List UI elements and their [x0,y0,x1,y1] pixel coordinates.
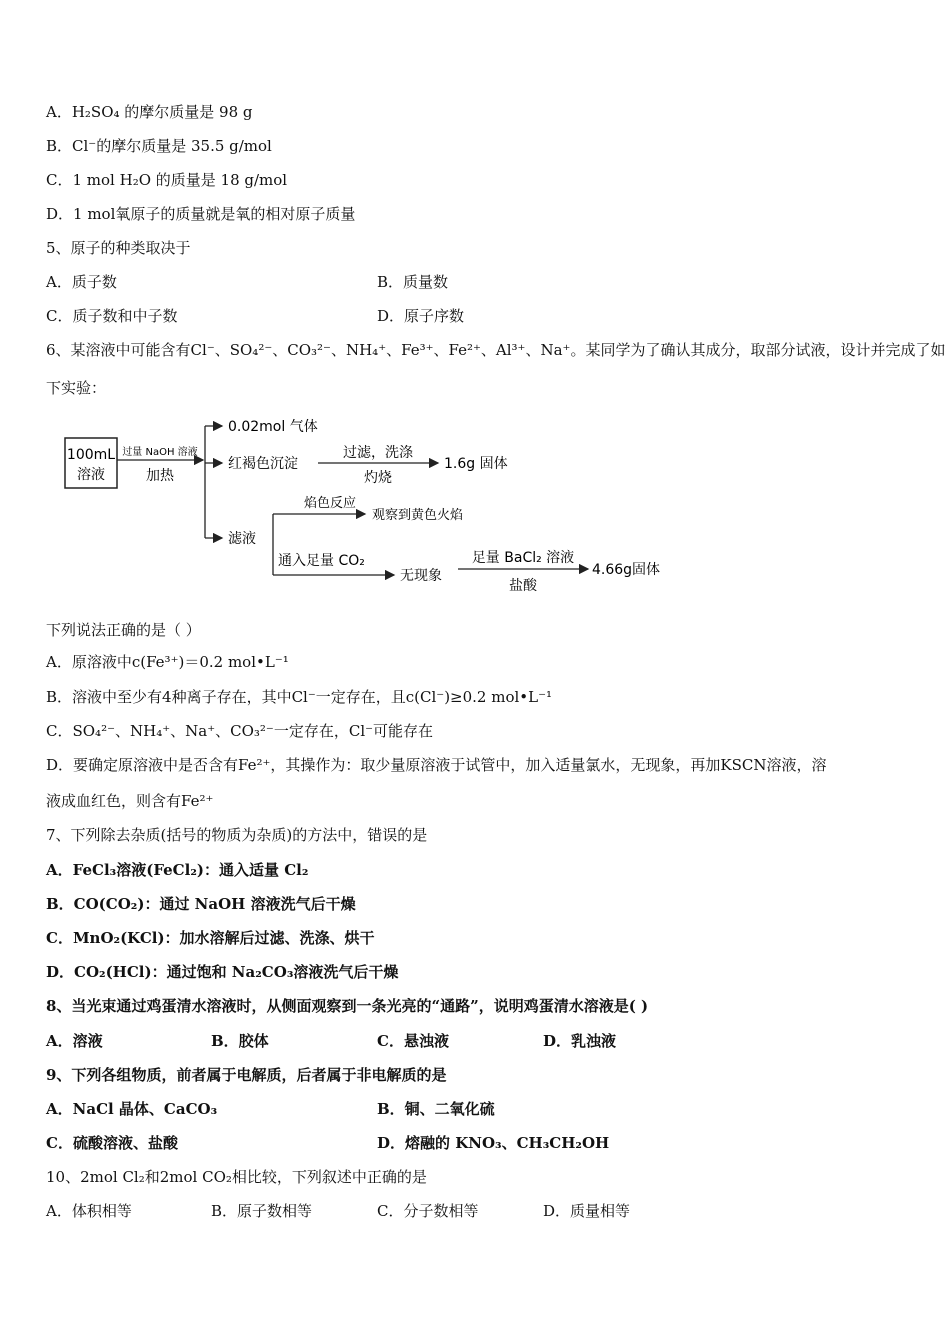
q6-option-b: B．溶液中至少有4种离子存在，其中Cl⁻一定存在，且c(Cl⁻)≥0.2 mol•L⁻¹ [46,688,553,706]
no-change-label: 无现象 [400,568,442,584]
q7-option-b: B．CO(CO₂)：通过 NaOH 溶液洗气后干燥 [46,895,356,913]
q7-option-d: D．CO₂(HCl)：通过饱和 Na₂CO₃溶液洗气后干燥 [46,963,399,981]
hcl-label: 盐酸 [509,578,537,594]
q7-option-a: A．FeCl₃溶液(FeCl₂)：通入适量 Cl₂ [46,861,309,879]
q5-option-b: B．质量数 [377,273,449,291]
q6-flow-diagram [60,408,700,608]
q10-stem: 10、2mol Cl₂和2mol CO₂相比较，下列叙述中正确的是 [46,1168,427,1186]
q4-option-c: C．1 mol H₂O 的质量是 18 g/mol [46,171,288,189]
q6-option-d-line2: 液成血红色，则含有Fe²⁺ [46,792,214,810]
q5-stem: 5、原子的种类取决于 [46,239,191,257]
precipitate-label: 红褐色沉淀 [228,456,298,472]
q8-option-d: D．乳浊液 [543,1032,617,1050]
heat-label: 加热 [146,468,174,484]
flame-result-label: 观察到黄色火焰 [372,508,464,523]
q7-stem: 7、下列除去杂质(括号的物质为杂质)的方法中，错误的是 [46,826,428,844]
q5-option-d: D．原子序数 [377,307,465,325]
q4-option-d: D．1 mol氧原子的质量就是氧的相对原子质量 [46,205,356,223]
bacl2-label: 足量 BaCl₂ 溶液 [471,550,575,566]
solid2-label: 4.66g固体 [592,562,661,578]
q4-option-b: B．Cl⁻的摩尔质量是 35.5 g/mol [46,137,272,155]
q5-option-a: A．质子数 [46,273,117,291]
q6-option-d-line1: D．要确定原溶液中是否含有Fe²⁺，其操作为：取少量原溶液于试管中，加入适量氯水，无现象，再加KSCN溶液，溶 [46,756,827,774]
q6-option-a: A．原溶液中c(Fe³⁺)＝0.2 mol•L⁻¹ [46,653,289,671]
gas-label: 0.02mol 气体 [228,419,318,435]
q8-option-a: A．溶液 [46,1032,103,1050]
flame-label: 焰色反应 [304,496,357,511]
solid1-label: 1.6g 固体 [444,456,508,472]
q10-option-c: C．分子数相等 [377,1202,479,1220]
q9-option-d: D．熔融的 KNO₃、CH₃CH₂OH [377,1134,610,1152]
q8-option-b: B．胶体 [211,1032,269,1050]
reagent-label: 过量 NaOH 溶液 [122,447,198,458]
start-label-2: 溶液 [77,467,105,483]
q6-stem-line2: 下实验： [46,379,107,397]
filter-label: 过滤，洗涤 [343,445,413,461]
q7-option-c: C．MnO₂(KCl)：加水溶解后过滤、洗涤、烘干 [46,929,375,947]
q4-option-a: A．H₂SO₄ 的摩尔质量是 98 g [46,103,253,121]
filtrate-label: 滤液 [228,531,256,547]
q6-question: 下列说法正确的是（ ） [46,621,201,639]
ignite-label: 灼烧 [364,470,392,486]
co2-label: 通入足量 CO₂ [278,553,365,569]
q9-option-a: A．NaCl 晶体、CaCO₃ [46,1100,218,1118]
q10-option-a: A．体积相等 [46,1202,132,1220]
q5-option-c: C．质子数和中子数 [46,307,178,325]
q6-option-c: C．SO₄²⁻、NH₄⁺、Na⁺、CO₃²⁻一定存在，Cl⁻可能存在 [46,722,434,740]
q10-option-d: D．质量相等 [543,1202,631,1220]
q8-stem: 8、当光束通过鸡蛋清水溶液时，从侧面观察到一条光亮的“通路”，说明鸡蛋清水溶液是( ) [46,997,649,1015]
q9-stem: 9、下列各组物质，前者属于电解质，后者属于非电解质的是 [46,1066,447,1084]
start-label-1: 100mL [66,447,116,463]
q8-option-c: C．悬浊液 [377,1032,449,1050]
q10-option-b: B．原子数相等 [211,1202,313,1220]
q9-option-b: B．铜、二氧化硫 [377,1100,495,1118]
q6-stem-line1: 6、某溶液中可能含有Cl⁻、SO₄²⁻、CO₃²⁻、NH₄⁺、Fe³⁺、Fe²⁺、Al³⁺、Na⁺。某同学为了确认其成分，取部分试液，设计并完成了如 [46,341,946,359]
q9-option-c: C．硫酸溶液、盐酸 [46,1134,178,1152]
